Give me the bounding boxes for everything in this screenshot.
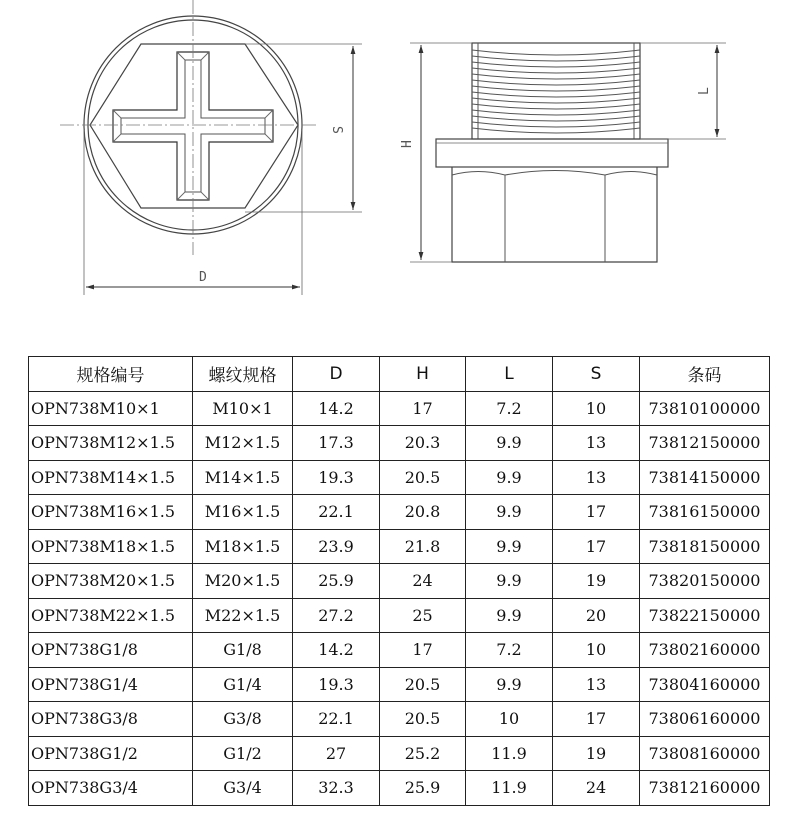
thread-lines <box>472 43 640 139</box>
spec-code-cell: OPN738M20×1.5 <box>29 564 193 599</box>
table-row <box>29 702 770 737</box>
s-cell: 13 <box>553 667 640 702</box>
spec-table <box>28 356 770 806</box>
h-cell: 24 <box>380 564 466 599</box>
hex-body <box>452 167 657 262</box>
s-cell: 17 <box>553 495 640 530</box>
spec-code-cell: OPN738M10×1 <box>29 391 193 426</box>
thread-spec-cell: M22×1.5 <box>193 598 293 633</box>
thread-spec-cell: G1/4 <box>193 667 293 702</box>
spec-code-cell: OPN738G3/4 <box>29 771 193 806</box>
header-thread-spec: 螺纹规格 <box>193 357 293 392</box>
header-s: S <box>553 357 640 392</box>
table-row <box>29 667 770 702</box>
d-cell: 25.9 <box>293 564 380 599</box>
barcode-cell: 73814150000 <box>640 460 770 495</box>
l-cell: 7.2 <box>466 391 553 426</box>
header-h: H <box>380 357 466 392</box>
front-view <box>60 0 362 295</box>
d-cell: 27 <box>293 736 380 771</box>
barcode-cell: 73822150000 <box>640 598 770 633</box>
table-row <box>29 460 770 495</box>
d-cell: 22.1 <box>293 702 380 737</box>
barcode-cell: 73818150000 <box>640 529 770 564</box>
s-cell: 13 <box>553 460 640 495</box>
barcode-cell: 73812160000 <box>640 771 770 806</box>
h-cell: 25 <box>380 598 466 633</box>
spec-code-cell: OPN738M16×1.5 <box>29 495 193 530</box>
thread-spec-cell: M20×1.5 <box>193 564 293 599</box>
table-row <box>29 529 770 564</box>
table-row <box>29 495 770 530</box>
barcode-cell: 73806160000 <box>640 702 770 737</box>
table-row <box>29 564 770 599</box>
thread-spec-cell: G3/8 <box>193 702 293 737</box>
d-cell: 27.2 <box>293 598 380 633</box>
barcode-cell: 73816150000 <box>640 495 770 530</box>
header-barcode: 条码 <box>640 357 770 392</box>
d-cell: 19.3 <box>293 667 380 702</box>
spec-code-cell: OPN738M22×1.5 <box>29 598 193 633</box>
h-cell: 25.2 <box>380 736 466 771</box>
thread-spec-cell: M14×1.5 <box>193 460 293 495</box>
label-l: L <box>697 87 712 95</box>
barcode-cell: 73820150000 <box>640 564 770 599</box>
d-cell: 23.9 <box>293 529 380 564</box>
header-d: D <box>293 357 380 392</box>
d-cell: 22.1 <box>293 495 380 530</box>
s-cell: 19 <box>553 564 640 599</box>
thread-spec-cell: M10×1 <box>193 391 293 426</box>
l-cell: 9.9 <box>466 460 553 495</box>
table-header-row <box>29 357 770 392</box>
s-cell: 17 <box>553 529 640 564</box>
h-cell: 21.8 <box>380 529 466 564</box>
spec-code-cell: OPN738G1/4 <box>29 667 193 702</box>
l-cell: 9.9 <box>466 529 553 564</box>
technical-drawing <box>0 0 790 330</box>
d-cell: 14.2 <box>293 391 380 426</box>
s-cell: 10 <box>553 633 640 668</box>
spec-code-cell: OPN738G1/8 <box>29 633 193 668</box>
header-l: L <box>466 357 553 392</box>
barcode-cell: 73812150000 <box>640 426 770 461</box>
s-cell: 17 <box>553 702 640 737</box>
table-row <box>29 736 770 771</box>
drawing-svg <box>0 0 790 330</box>
h-cell: 20.5 <box>380 460 466 495</box>
label-d: D <box>199 270 207 285</box>
thread-spec-cell: M16×1.5 <box>193 495 293 530</box>
table-row <box>29 633 770 668</box>
barcode-cell: 73802160000 <box>640 633 770 668</box>
table-body <box>29 391 770 805</box>
thread-spec-cell: M18×1.5 <box>193 529 293 564</box>
h-cell: 17 <box>380 391 466 426</box>
l-cell: 9.9 <box>466 598 553 633</box>
l-cell: 11.9 <box>466 736 553 771</box>
s-cell: 19 <box>553 736 640 771</box>
h-cell: 20.5 <box>380 702 466 737</box>
table-row <box>29 771 770 806</box>
s-cell: 20 <box>553 598 640 633</box>
spec-code-cell: OPN738M14×1.5 <box>29 460 193 495</box>
d-cell: 17.3 <box>293 426 380 461</box>
barcode-cell: 73804160000 <box>640 667 770 702</box>
l-cell: 9.9 <box>466 667 553 702</box>
thread-spec-cell: G3/4 <box>193 771 293 806</box>
spec-code-cell: OPN738G3/8 <box>29 702 193 737</box>
spec-code-cell: OPN738M12×1.5 <box>29 426 193 461</box>
l-cell: 11.9 <box>466 771 553 806</box>
thread-spec-cell: G1/8 <box>193 633 293 668</box>
h-cell: 20.8 <box>380 495 466 530</box>
s-cell: 13 <box>553 426 640 461</box>
d-cell: 19.3 <box>293 460 380 495</box>
spec-code-cell: OPN738M18×1.5 <box>29 529 193 564</box>
table-row <box>29 598 770 633</box>
h-cell: 20.3 <box>380 426 466 461</box>
s-cell: 10 <box>553 391 640 426</box>
l-cell: 9.9 <box>466 495 553 530</box>
spec-code-cell: OPN738G1/2 <box>29 736 193 771</box>
l-cell: 7.2 <box>466 633 553 668</box>
h-cell: 25.9 <box>380 771 466 806</box>
thread-spec-cell: G1/2 <box>193 736 293 771</box>
barcode-cell: 73808160000 <box>640 736 770 771</box>
label-s: S <box>329 126 344 134</box>
l-cell: 9.9 <box>466 426 553 461</box>
l-cell: 9.9 <box>466 564 553 599</box>
h-cell: 20.5 <box>380 667 466 702</box>
side-view <box>410 43 726 262</box>
d-cell: 14.2 <box>293 633 380 668</box>
h-cell: 17 <box>380 633 466 668</box>
d-cell: 32.3 <box>293 771 380 806</box>
thread-spec-cell: M12×1.5 <box>193 426 293 461</box>
barcode-cell: 73810100000 <box>640 391 770 426</box>
header-spec-code: 规格编号 <box>29 357 193 392</box>
table-row <box>29 391 770 426</box>
s-cell: 24 <box>553 771 640 806</box>
label-h: H <box>400 140 415 148</box>
table-row <box>29 426 770 461</box>
l-cell: 10 <box>466 702 553 737</box>
